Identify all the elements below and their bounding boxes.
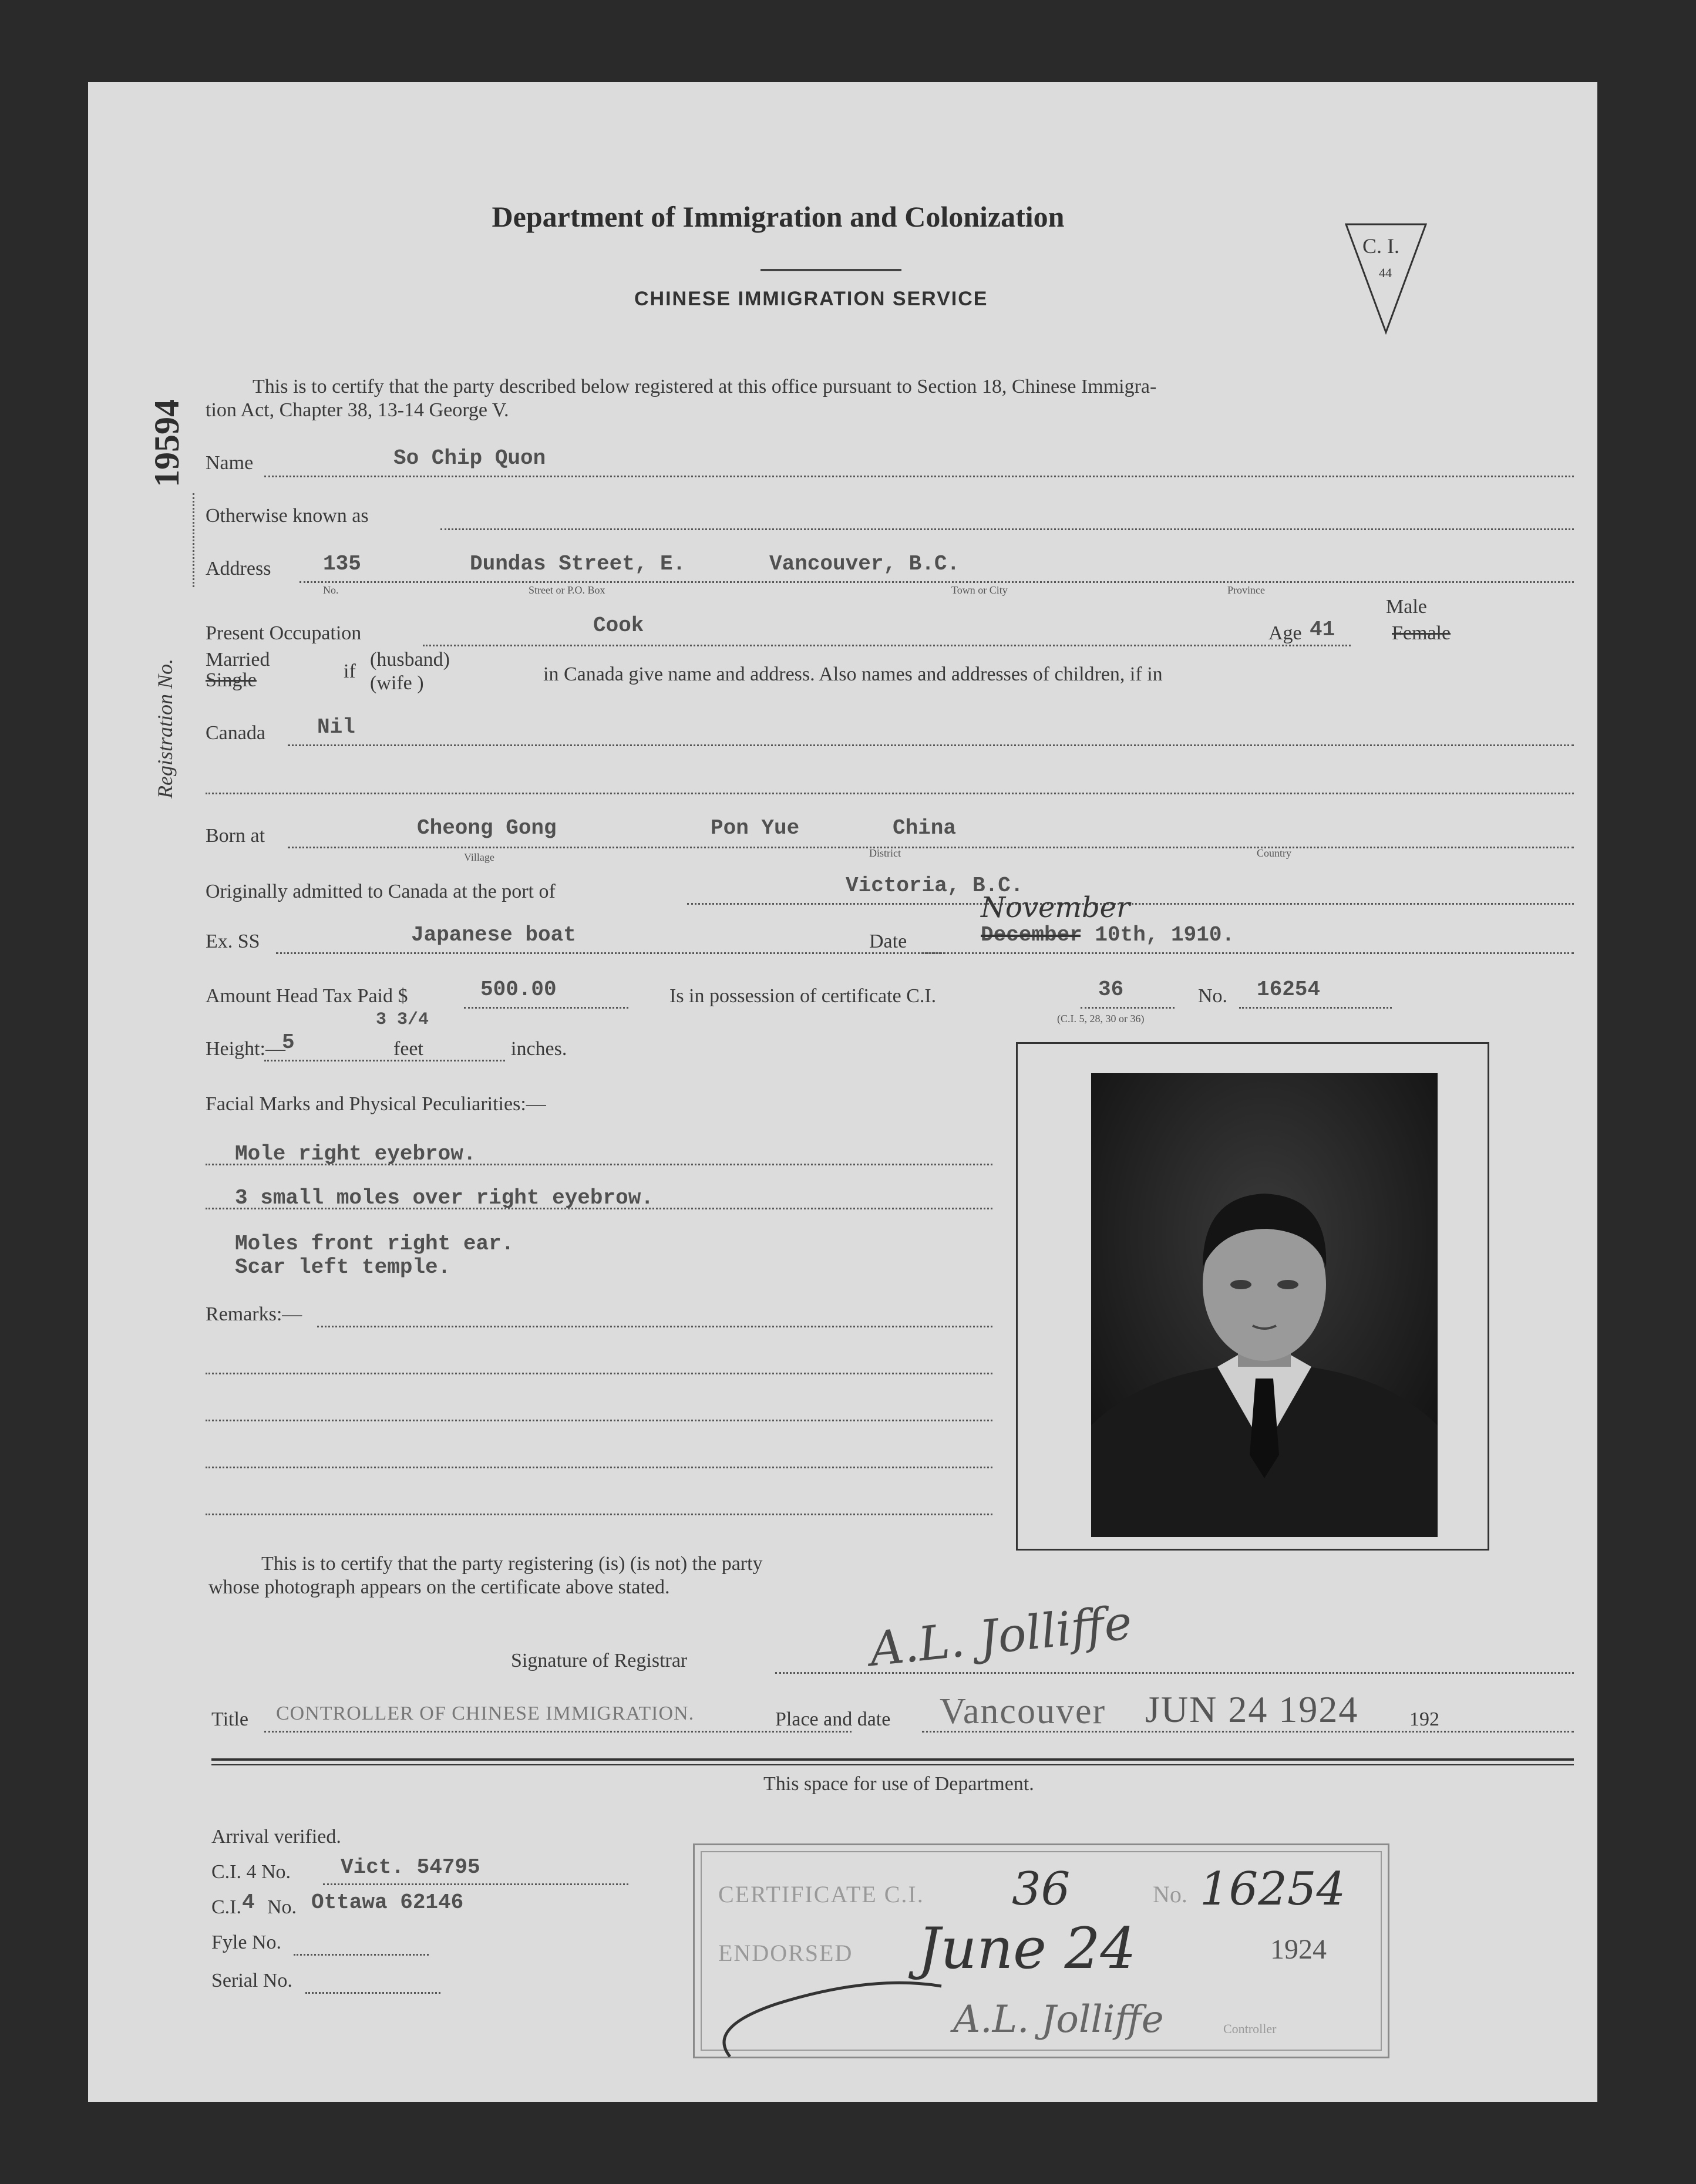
registration-label: Registration No. [153, 658, 177, 798]
mark-4: Scar left temple. [235, 1255, 451, 1279]
ci4-line [323, 1883, 628, 1885]
registrar-signature: A.L. Jolliffe [867, 1595, 1135, 1677]
ci-value: 36 [1098, 978, 1124, 1002]
address-no: 135 [323, 552, 361, 576]
date-line [922, 952, 1574, 954]
photo-frame [1016, 1042, 1489, 1551]
stamp-flourish [695, 1939, 1106, 2068]
serial-line [305, 1992, 440, 1994]
certify-line-2: tion Act, Chapter 38, 13-14 George V. [206, 399, 509, 421]
fyle-line [294, 1954, 429, 1956]
address-sub-no: No. [323, 584, 339, 596]
height-label: Height:— [206, 1038, 285, 1060]
year-prefix: 192 [1409, 1708, 1439, 1730]
ci4-label: C.I. 4 No. [211, 1861, 291, 1883]
born-village: Cheong Gong [417, 816, 557, 840]
ci4b-label: C.I. [211, 1896, 241, 1918]
stamp-sign: A.L. Jolliffe [953, 1998, 1164, 2041]
wife-label: (wife ) [370, 672, 424, 694]
signature-label: Signature of Registrar [511, 1650, 688, 1671]
headtax-label: Amount Head Tax Paid $ [206, 985, 408, 1007]
no-value: 16254 [1257, 978, 1321, 1002]
otherwise-label: Otherwise known as [206, 505, 369, 527]
address-city: Vancouver, B.C. [769, 552, 960, 576]
remarks-line-1 [317, 1326, 992, 1327]
title-line [264, 1731, 852, 1733]
stamp-year: 1924 [1270, 1934, 1327, 1965]
name-line [264, 476, 1574, 477]
mark-1: Mole right eyebrow. [235, 1142, 476, 1166]
person-photo-icon [1091, 1073, 1438, 1537]
otherwise-line [440, 528, 1574, 530]
stamp-controller-label: Controller [1223, 2021, 1277, 2036]
ss-value: Japanese boat [411, 923, 576, 947]
service-title: CHINESE IMMIGRATION SERVICE [634, 288, 988, 310]
husband-label: (husband) [370, 649, 450, 670]
ci-line [1081, 1007, 1175, 1009]
date-stamp: JUN 24 1924 [1145, 1688, 1359, 1730]
occupation-value: Cook [593, 614, 644, 638]
inches-label: inches. [511, 1038, 567, 1060]
feet-label: feet [393, 1038, 423, 1060]
female-label: Female [1392, 622, 1451, 644]
mark-3: Moles front right ear. [235, 1232, 514, 1256]
form-code-badge [1345, 223, 1427, 335]
ci4b-no: No. [267, 1896, 297, 1918]
ss-line [276, 952, 945, 954]
stamp-endorsed-label: ENDORSED [718, 1940, 853, 1966]
headtax-line [464, 1007, 628, 1009]
ci-note: (C.I. 5, 28, 30 or 36) [1057, 1013, 1145, 1024]
name-value: So Chip Quon [393, 446, 546, 470]
height-inches: 3 3/4 [376, 1010, 429, 1030]
stamp-certificate-no: 16254 [1200, 1863, 1346, 1916]
age-value: 41 [1310, 618, 1335, 642]
name-label: Name [206, 452, 254, 474]
facial-label: Facial Marks and Physical Peculiarities:— [206, 1093, 546, 1115]
born-sub-district: District [869, 847, 901, 859]
place-value: Vancouver [940, 1691, 1106, 1731]
no-line [1239, 1007, 1392, 1009]
height-line [264, 1060, 505, 1061]
male-label: Male [1386, 596, 1427, 618]
serial-label: Serial No. [211, 1970, 292, 1991]
born-sub-village: Village [464, 851, 494, 863]
canada-label: Canada [206, 722, 265, 744]
address-label: Address [206, 558, 271, 579]
occupation-line [423, 645, 1351, 646]
ci4-value: Vict. 54795 [341, 1855, 480, 1879]
single-label: Single [206, 669, 257, 691]
ss-label: Ex. SS [206, 931, 260, 952]
photo-cert-line-1: This is to certify that the party registering (is) (is not) the party [261, 1553, 763, 1575]
place-label: Place and date [775, 1708, 891, 1730]
form-code: C. I. [1362, 234, 1399, 258]
date-correction: November [981, 891, 1130, 924]
photo [1091, 1073, 1438, 1537]
section-rule [211, 1758, 1574, 1765]
remarks-label: Remarks:— [206, 1303, 302, 1325]
title-label: Title [211, 1708, 249, 1730]
mark-2: 3 small moles over right eyebrow. [235, 1186, 654, 1210]
fyle-label: Fyle No. [211, 1932, 281, 1953]
if-label: if [344, 660, 356, 682]
address-sub-town: Town or City [951, 584, 1008, 596]
remarks-line-3 [206, 1420, 992, 1421]
born-label: Born at [206, 825, 265, 847]
arrival-verified: Arrival verified. [211, 1826, 341, 1848]
form-number: 44 [1379, 265, 1392, 280]
ci4b-num: 4 [242, 1890, 255, 1915]
family-text: in Canada give name and address. Also names and addresses of children, if in [543, 663, 1163, 685]
registration-dots [193, 493, 194, 587]
certificate-paper [88, 82, 1597, 2102]
port-line [687, 903, 1574, 905]
title-value: CONTROLLER OF CHINESE IMMIGRATION. [276, 1703, 695, 1724]
remarks-line-2 [206, 1373, 992, 1374]
headtax-value: 500.00 [480, 978, 557, 1002]
ci4b-value: Ottawa 62146 [311, 1890, 464, 1915]
born-line [288, 847, 1574, 848]
remarks-line-5 [206, 1514, 992, 1515]
canada-line [288, 744, 1574, 746]
department-title-text: Department of Immigration and Colonization [492, 200, 1065, 233]
mark-line-1 [206, 1164, 992, 1165]
photo-cert-line-2: whose photograph appears on the certificate above stated. [208, 1576, 670, 1598]
stamp-certificate-label: CERTIFICATE C.I. [718, 1881, 924, 1907]
port-value: Victoria, B.C. [846, 874, 1024, 898]
header-rule [760, 269, 901, 271]
born-country: China [893, 816, 957, 840]
remarks-line-4 [206, 1467, 992, 1468]
port-label: Originally admitted to Canada at the port of [206, 881, 556, 902]
height-feet: 5 [282, 1030, 295, 1054]
address-street: Dundas Street, E. [470, 552, 686, 576]
certify-line-1: This is to certify that the party described below registered at this office pursuant to Section 18, Chinese Immigra- [253, 376, 1157, 397]
married-label: Married [206, 649, 270, 670]
address-sub-province: Province [1227, 584, 1265, 596]
date-strike [981, 935, 1081, 937]
stamp-certificate-ci: 36 [1012, 1863, 1071, 1916]
canada-line-2 [206, 793, 1574, 794]
canada-value: Nil [317, 715, 355, 739]
stamp-no-label: No. [1153, 1881, 1187, 1907]
no-label: No. [1198, 985, 1228, 1007]
born-district: Pon Yue [711, 816, 800, 840]
age-label: Age [1268, 622, 1302, 644]
stamp-endorsed-date: June 24 [918, 1916, 1136, 1981]
registration-number: 19594 [147, 399, 186, 487]
date-label: Date [869, 931, 907, 952]
address-line [300, 581, 1574, 583]
occupation-label: Present Occupation [206, 622, 362, 644]
department-use-heading: This space for use of Department. [763, 1773, 1034, 1795]
date-value: December 10th, 1910. [981, 923, 1235, 947]
mark-line-2 [206, 1208, 992, 1209]
possession-label: Is in possession of certificate C.I. [669, 985, 937, 1007]
born-sub-country: Country [1257, 847, 1292, 859]
endorsement-stamp [693, 1843, 1389, 2058]
address-sub-street: Street or P.O. Box [529, 584, 605, 596]
